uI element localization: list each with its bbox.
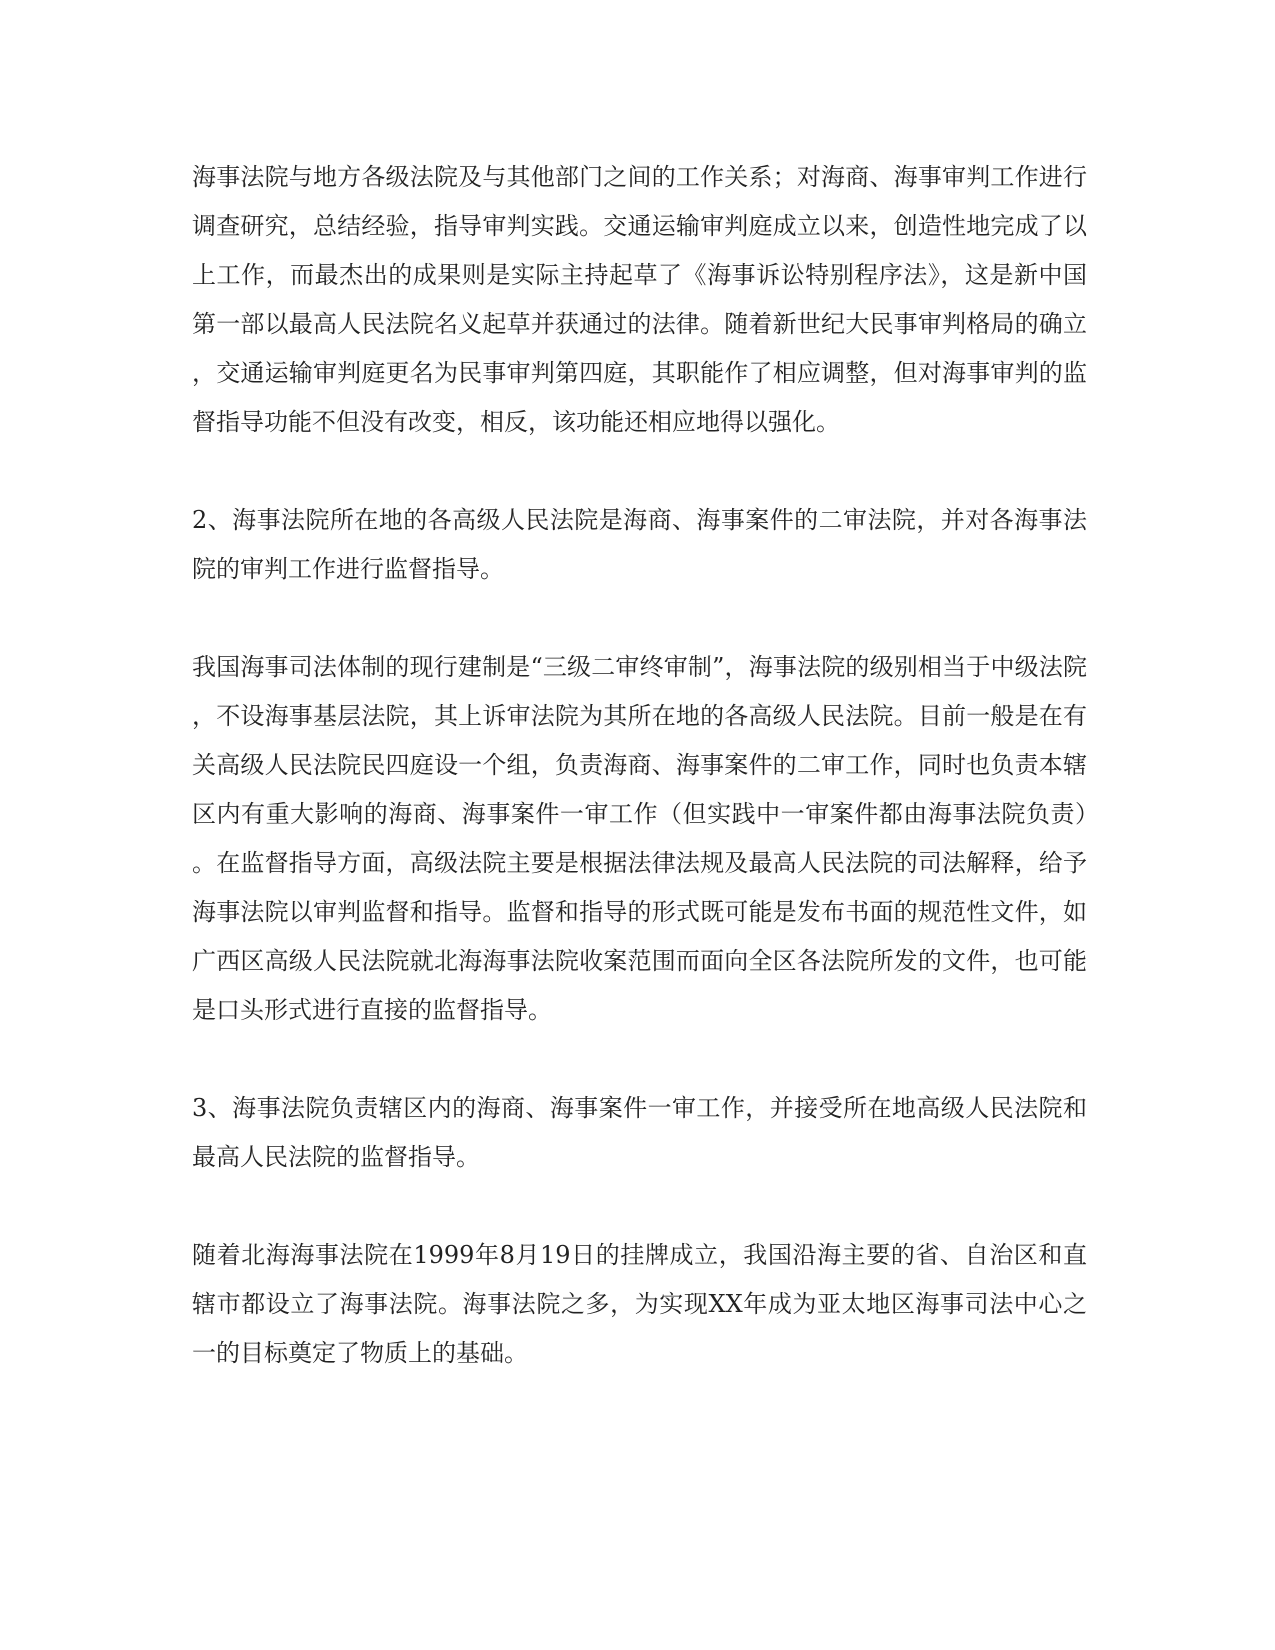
paragraph-maritime-court-relations: 海事法院与地方各级法院及与其他部门之间的工作关系；对海商、海事审判工作进行调查研究，总结经验，指导审判实践。交通运输审判庭成立以来，创造性地完成了以上工作，而最杰出的成果则是实际主持起草了《海事诉讼特别程序法》，这是新中国第一部以最高人民法院名义起草并获通过的法律。随着新世纪大民事审判格局的确立，交通运输审判庭更名为民事审判第四庭，其职能作了相应调整，但对海事审判的监督指导功能不但没有改变，相反，该功能还相应地得以强化。 xyxy=(192,163,1087,436)
paragraph-item-3-maritime-courts: 3、海事法院负责辖区内的海商、海事案件一审工作，并接受所在地高级人民法院和最高人民法院的监督指导。 xyxy=(192,1094,1087,1171)
document-body xyxy=(192,153,1087,1427)
paragraph-beihai-court: 随着北海海事法院在1999年8月19日的挂牌成立，我国沿海主要的省、自治区和直辖市都设立了海事法院。海事法院之多，为实现XX年成为亚太地区海事司法中心之一的目标奠定了物质上的基础。 xyxy=(192,1241,1087,1367)
paragraph-item-2-high-courts: 2、海事法院所在地的各高级人民法院是海商、海事案件的二审法院，并对各海事法院的审判工作进行监督指导。 xyxy=(192,506,1087,583)
paragraph-judicial-system: 我国海事司法体制的现行建制是“三级二审终审制”，海事法院的级别相当于中级法院，不设海事基层法院，其上诉审法院为其所在地的各高级人民法院。目前一般是在有关高级人民法院民四庭设一个组，负责海商、海事案件的二审工作，同时也负责本辖区内有重大影响的海商、海事案件一审工作（但实践中一审案件都由海事法院负责）。在监督指导方面，高级法院主要是根据法律法规及最高人民法院的司法解释，给予海事法院以审判监督和指导。监督和指导的形式既可能是发布书面的规范性文件，如广西区高级人民法院就北海海事法院收案范围而面向全区各法院所发的文件，也可能是口头形式进行直接的监督指导。 xyxy=(192,653,1087,1024)
